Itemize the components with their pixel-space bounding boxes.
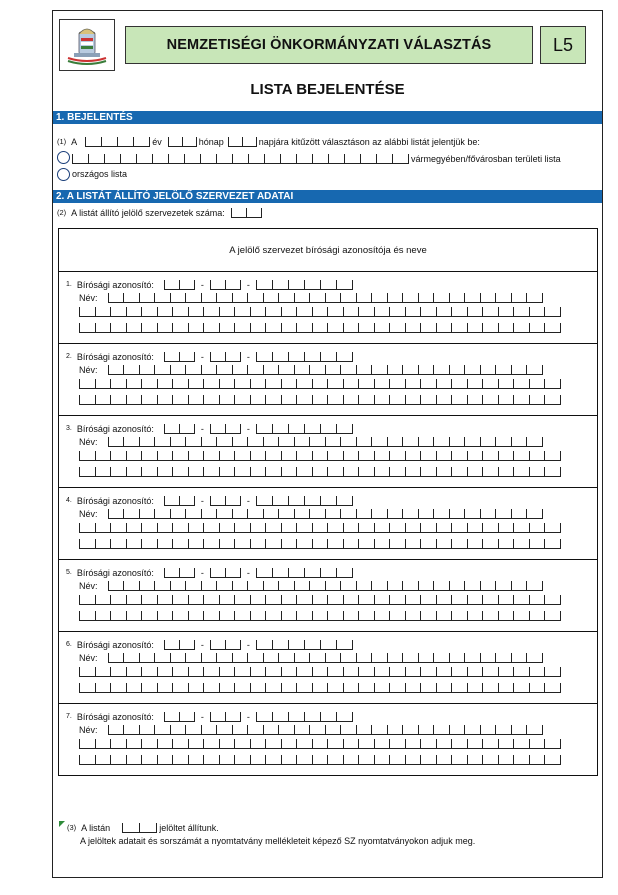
id-separator: - <box>200 712 204 722</box>
name-field-line-2[interactable] <box>79 451 561 461</box>
national-list-option <box>57 167 127 181</box>
court-id-part-3[interactable] <box>256 568 353 578</box>
court-id-part-3[interactable] <box>256 352 353 362</box>
form-header <box>59 19 598 77</box>
organisation-block <box>59 560 597 632</box>
org-count-label: A listát állító jelölő szervezetek száma: <box>71 208 225 218</box>
court-id-part-2[interactable] <box>210 640 241 650</box>
court-id-part-3[interactable] <box>256 640 353 650</box>
court-id-label: Bírósági azonosító: <box>76 640 154 650</box>
candidates-count-section <box>59 821 599 846</box>
candidates-prefix: A listán <box>81 823 111 833</box>
page-title: LISTA BEJELENTÉSE <box>250 81 405 98</box>
id-separator: - <box>200 496 204 506</box>
green-corner-icon <box>59 821 65 827</box>
regional-list-label: vármegyében/fővárosban területi lista <box>411 154 561 164</box>
id-separator: - <box>200 640 204 650</box>
regional-list-option <box>57 150 561 164</box>
court-id-label: Bírósági azonosító: <box>76 712 154 722</box>
court-id-label: Bírósági azonosító: <box>76 424 154 434</box>
organisation-block <box>59 416 597 488</box>
row-number: 2. <box>66 352 72 360</box>
form-title: NEMZETISÉGI ÖNKORMÁNYZATI VÁLASZTÁS <box>125 26 533 64</box>
court-id-part-1[interactable] <box>164 280 195 290</box>
name-field-line-3[interactable] <box>79 395 561 405</box>
court-id-label: Bírósági azonosító: <box>76 352 154 362</box>
election-date-line <box>57 135 480 147</box>
row-number: 5. <box>66 568 72 576</box>
name-label: Név: <box>79 581 98 591</box>
year-field[interactable] <box>85 137 150 147</box>
item-number: (2) <box>57 207 67 217</box>
id-separator: - <box>246 712 250 722</box>
name-field-line-3[interactable] <box>79 755 561 765</box>
candidates-note: A jelöltek adatait és sorszámát a nyomtatvány mellékleteit képező SZ nyomtatványokon adjuk meg. <box>80 836 476 846</box>
row-number: 6. <box>66 640 72 648</box>
court-id-part-1[interactable] <box>164 352 195 362</box>
name-field-line-1[interactable] <box>108 365 543 375</box>
name-label: Név: <box>79 509 98 519</box>
court-id-part-3[interactable] <box>256 280 353 290</box>
id-separator: - <box>246 424 250 434</box>
id-separator: - <box>246 568 250 578</box>
court-id-part-1[interactable] <box>164 712 195 722</box>
item-number: (1) <box>57 136 67 146</box>
month-label: hónap <box>198 137 224 147</box>
id-separator: - <box>246 640 250 650</box>
region-name-field[interactable] <box>72 154 409 164</box>
name-field-line-2[interactable] <box>79 595 561 605</box>
candidates-count-field[interactable] <box>122 823 157 833</box>
form-code: L5 <box>540 26 586 64</box>
court-id-part-1[interactable] <box>164 496 195 506</box>
organisation-block <box>59 344 597 416</box>
row-number: 3. <box>66 424 72 432</box>
organisation-block <box>59 272 597 344</box>
name-label: Név: <box>79 725 98 735</box>
org-count-line <box>57 206 262 218</box>
name-field-line-2[interactable] <box>79 739 561 749</box>
national-list-label: országos lista <box>72 169 128 179</box>
court-id-part-2[interactable] <box>210 712 241 722</box>
name-label: Név: <box>79 437 98 447</box>
name-field-line-2[interactable] <box>79 307 561 317</box>
section-2-heading: 2. A LISTÁT ÁLLÍTÓ JELÖLŐ SZERVEZET ADATAI <box>53 190 602 203</box>
name-field-line-1[interactable] <box>108 509 543 519</box>
name-field-line-3[interactable] <box>79 611 561 621</box>
name-field-line-2[interactable] <box>79 523 561 533</box>
form-page <box>52 10 603 878</box>
court-id-part-3[interactable] <box>256 424 353 434</box>
org-count-field[interactable] <box>231 208 262 218</box>
section-1-heading: 1. BEJELENTÉS <box>53 111 602 124</box>
name-field-line-1[interactable] <box>108 437 543 447</box>
name-field-line-1[interactable] <box>108 581 543 591</box>
name-field-line-3[interactable] <box>79 539 561 549</box>
row-number: 1. <box>66 280 72 288</box>
court-id-label: Bírósági azonosító: <box>76 280 154 290</box>
court-id-part-2[interactable] <box>210 496 241 506</box>
court-id-part-2[interactable] <box>210 568 241 578</box>
organisation-block <box>59 632 597 704</box>
court-id-part-2[interactable] <box>210 280 241 290</box>
organisation-block <box>59 488 597 560</box>
regional-list-radio[interactable] <box>57 151 70 164</box>
name-field-line-1[interactable] <box>108 293 543 303</box>
national-list-radio[interactable] <box>57 168 70 181</box>
name-field-line-2[interactable] <box>79 379 561 389</box>
organisation-block <box>59 704 597 776</box>
court-id-part-2[interactable] <box>210 424 241 434</box>
id-separator: - <box>200 280 204 290</box>
court-id-part-1[interactable] <box>164 640 195 650</box>
row-number: 7. <box>66 712 72 720</box>
name-label: Név: <box>79 365 98 375</box>
name-field-line-1[interactable] <box>108 653 543 663</box>
court-id-label: Bírósági azonosító: <box>76 496 154 506</box>
table-header: A jelölő szervezet bírósági azonosítója és neve <box>59 229 597 272</box>
date-prefix: A <box>71 137 78 147</box>
month-field[interactable] <box>168 137 197 147</box>
election-office-crest-icon <box>59 19 115 71</box>
name-field-line-3[interactable] <box>79 467 561 477</box>
organisation-table <box>58 228 598 776</box>
item-number: (3) <box>67 822 77 832</box>
name-field-line-3[interactable] <box>79 683 561 693</box>
id-separator: - <box>200 568 204 578</box>
name-field-line-2[interactable] <box>79 667 561 677</box>
id-separator: - <box>200 352 204 362</box>
candidates-suffix: jelöltet állítunk. <box>159 823 219 833</box>
id-separator: - <box>200 424 204 434</box>
name-field-line-3[interactable] <box>79 323 561 333</box>
name-field-line-1[interactable] <box>108 725 543 735</box>
year-label: év <box>152 137 162 147</box>
id-separator: - <box>246 496 250 506</box>
name-label: Név: <box>79 293 98 303</box>
date-suffix: napjára kitűzött választáson az alábbi listát jelentjük be: <box>258 137 480 147</box>
court-id-part-3[interactable] <box>256 712 353 722</box>
court-id-part-2[interactable] <box>210 352 241 362</box>
court-id-part-1[interactable] <box>164 568 195 578</box>
court-id-label: Bírósági azonosító: <box>76 568 154 578</box>
court-id-part-1[interactable] <box>164 424 195 434</box>
id-separator: - <box>246 280 250 290</box>
court-id-part-3[interactable] <box>256 496 353 506</box>
row-number: 4. <box>66 496 72 504</box>
name-label: Név: <box>79 653 98 663</box>
id-separator: - <box>246 352 250 362</box>
day-field[interactable] <box>228 137 257 147</box>
